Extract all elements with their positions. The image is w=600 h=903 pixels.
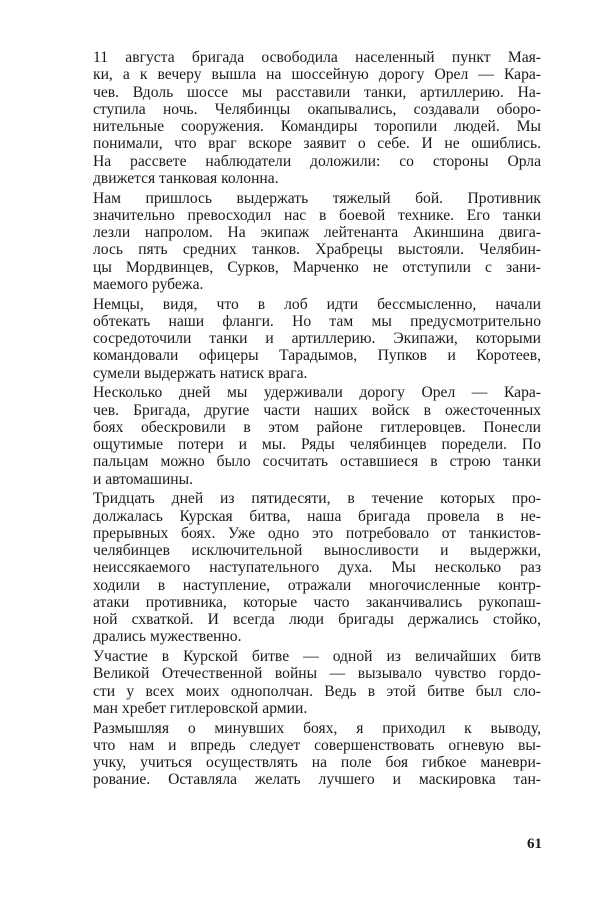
document-page	[66, 49, 541, 791]
paragraph-2	[66, 190, 541, 294]
text-line: Размышляя о минувших боях, я приходил к выводу,	[93, 719, 541, 737]
text-line: цы Мордвинцев, Сурков, Марченко не отступили с зани-	[93, 258, 541, 276]
text-line: боях обескровили в этом районе гитлеровцев. Понесли	[93, 418, 541, 436]
text-line: должалась Курская битва, наша бригада провела в не-	[93, 507, 541, 525]
page-number: 61	[527, 836, 542, 852]
paragraph-3	[66, 296, 541, 382]
text-line: пальцам можно было сосчитать оставшиеся в строю танки	[93, 453, 541, 471]
text-line: лезли напролом. На экипаж лейтенанта Акиншина двига-	[93, 224, 541, 241]
text-line: На рассвете наблюдатели доложили: со стороны Орла	[93, 152, 541, 170]
text-line: ощутимые потери и мы. Ряды челябинцев поредели. По	[93, 436, 541, 453]
text-line: Немцы, видя, что в лоб идти бессмысленно, начали	[93, 295, 541, 313]
paragraph-5	[66, 490, 541, 645]
text-line: чев. Бригада, другие части наших войск в ожесточенных	[93, 401, 541, 419]
text-line: и автомашины.	[93, 470, 194, 488]
text-line: ки, а к вечеру вышла на шоссейную дорогу Орел — Кара-	[93, 66, 541, 84]
text-line: Тридцать дней из пятидесяти, в течение которых про-	[93, 490, 541, 508]
text-line: учку, учиться осуществлять на поле боя гибкое маневри-	[93, 754, 541, 771]
text-line: неиссякаемого наступательного духа. Мы несколько раз	[93, 559, 541, 577]
text-line: сти у всех моих однополчан. Ведь в этой битве был сло-	[93, 682, 541, 700]
paragraph-4	[66, 384, 541, 488]
text-line: ман хребет гитлеровской армии.	[93, 699, 308, 717]
text-line: атаки противника, которые часто заканчивались рукопаш-	[93, 593, 541, 611]
text-line: Участие в Курской битве — одной из величайших битв	[93, 648, 541, 665]
text-line: что нам и впредь следует совершенствовать огневую вы-	[93, 736, 541, 754]
text-line: рование. Оставляла желать лучшего и маскировка тан-	[93, 771, 541, 789]
paragraph-7	[66, 720, 541, 789]
text-line: ступила ночь. Челябинцы окапывались, создавали оборо-	[93, 100, 541, 118]
text-line: движется танковая колонна.	[93, 169, 279, 187]
text-line: прерывных боях. Уже одно это потребовало от танкистов-	[93, 524, 541, 542]
text-line: нительные сооружения. Командиры торопили людей. Мы	[93, 118, 541, 135]
text-line: командовали офицеры Тарадымов, Пупков и Коротеев,	[93, 347, 541, 365]
text-line: ной схваткой. И всегда люди бригады держались стойко,	[93, 611, 541, 628]
text-line: обтекать наши фланги. Но там мы предусмотрительно	[93, 312, 541, 330]
text-line: ходили в наступление, отражали многочисленные контр-	[93, 576, 541, 594]
text-line: 11 августа бригада освободила населенный пункт Мая-	[93, 49, 541, 66]
text-line: Нам пришлось выдержать тяжелый бой. Противник	[93, 189, 541, 207]
text-line: лось пять средних танков. Храбрецы выстояли. Челябин-	[93, 241, 541, 259]
text-line: челябинцев исключительной выносливости и выдержки,	[93, 542, 541, 559]
text-line: Великой Отечественной войны — вызывало чувство гордо-	[93, 665, 541, 683]
text-line: понимали, что враг вскоре заявит о себе. И не ошиблись.	[93, 135, 541, 153]
text-line: Несколько дней мы удерживали дорогу Орел — Кара-	[93, 384, 541, 402]
text-line: маемого рубежа.	[93, 275, 204, 293]
text-line: дрались мужественно.	[93, 628, 242, 646]
text-line: чев. Вдоль шоссе мы расставили танки, артиллерию. На-	[93, 83, 541, 101]
paragraph-1	[66, 49, 541, 187]
paragraph-6	[66, 648, 541, 717]
text-line: сосредоточили танки и артиллерию. Экипажи, которыми	[93, 330, 541, 347]
text-line: значительно превосходил нас в боевой технике. Его танки	[93, 206, 541, 224]
text-line: сумели выдержать натиск врага.	[93, 364, 308, 382]
